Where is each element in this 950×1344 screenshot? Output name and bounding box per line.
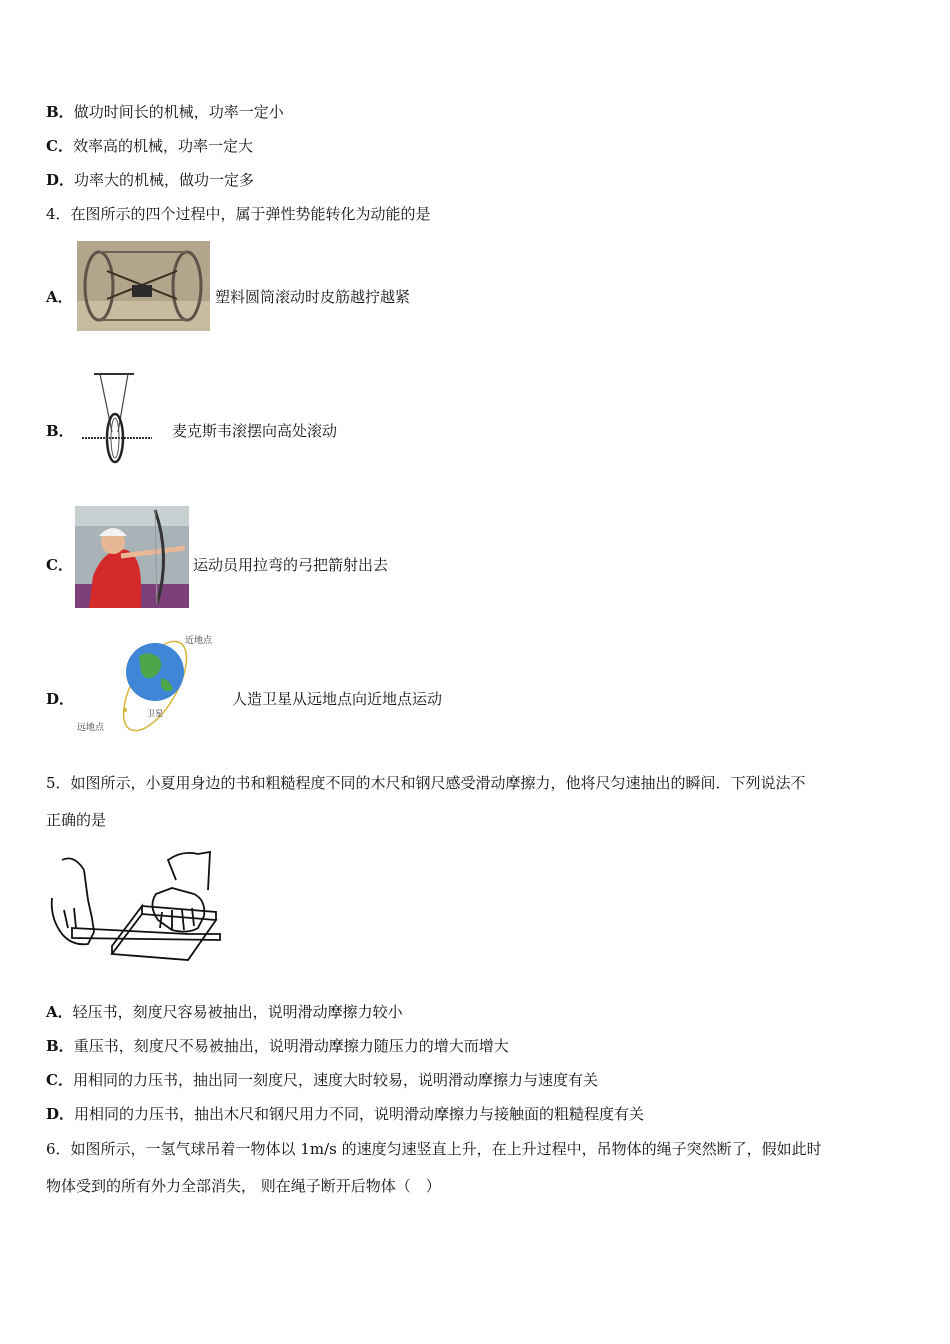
q4-option-c-text: 运动员用拉弯的弓把箭射出去 bbox=[193, 556, 389, 574]
book-ruler-image bbox=[48, 850, 223, 962]
archer-image bbox=[75, 506, 189, 608]
satellite-orbit-image bbox=[75, 634, 225, 736]
q6-stem-line1: 6．如图所示，一氢气球吊着一物体以 1m/s 的速度匀速竖直上升，在上升过程中，吊物体的绳子突然断了，假如此时 bbox=[46, 1140, 822, 1158]
q5-option-d: D．用相同的力压书，抽出木尺和钢尺用力不同，说明滑动摩擦力与接触面的粗糙程度有关 bbox=[46, 1105, 645, 1123]
q5-stem-line2: 正确的是 bbox=[46, 811, 107, 829]
q4-option-a-letter: A． bbox=[46, 288, 73, 306]
q3-option-b: B．做功时间长的机械，功率一定小 bbox=[46, 103, 284, 121]
q5-option-b: B．重压书，刻度尺不易被抽出，说明滑动摩擦力随压力的增大而增大 bbox=[46, 1037, 509, 1055]
q5-option-c: C．用相同的力压书，抽出同一刻度尺，速度大时较易，说明滑动摩擦力与速度有关 bbox=[46, 1071, 598, 1089]
q4-option-b-letter: B． bbox=[46, 422, 74, 440]
maxwell-wheel-image bbox=[72, 370, 162, 465]
plastic-cylinder-image bbox=[77, 241, 210, 331]
q4-option-c-letter: C． bbox=[46, 556, 73, 574]
q3-option-d: D．功率大的机械，做功一定多 bbox=[46, 171, 255, 189]
near-point-label: 近地点 bbox=[185, 636, 213, 646]
q4-stem: 4．在图所示的四个过程中，属于弹性势能转化为动能的是 bbox=[46, 205, 431, 223]
far-point-label: 远地点 bbox=[77, 723, 105, 733]
q5-option-a: A．轻压书，刻度尺容易被抽出，说明滑动摩擦力较小 bbox=[46, 1003, 403, 1021]
q4-option-d-letter: D． bbox=[46, 690, 75, 708]
q4-option-b-text: 麦克斯韦滚摆向高处滚动 bbox=[172, 422, 338, 440]
q6-stem-line2: 物体受到的所有外力全部消失， 则在绳子断开后物体（ ） bbox=[46, 1177, 441, 1195]
q4-option-a-text: 塑料圆筒滚动时皮筋越拧越紧 bbox=[215, 288, 411, 306]
q5-stem-line1: 5．如图所示，小夏用身边的书和粗糙程度不同的木尺和钢尺感受滑动摩擦力，他将尺匀速抽出的瞬间．下列说法不 bbox=[46, 774, 806, 792]
q4-option-d-text: 人造卫星从远地点向近地点运动 bbox=[232, 690, 443, 708]
satellite-label: 卫星 bbox=[147, 709, 163, 718]
q3-option-c: C．效率高的机械，功率一定大 bbox=[46, 137, 253, 155]
